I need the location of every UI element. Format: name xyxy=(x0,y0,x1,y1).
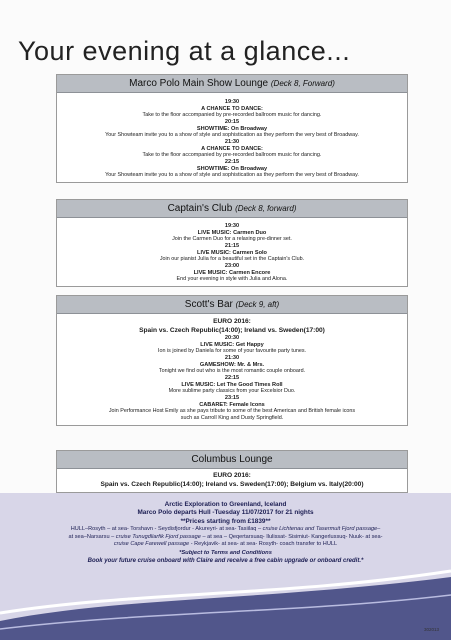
event xyxy=(61,375,403,395)
event xyxy=(61,119,403,139)
route-text: - Reykjavik- at sea- at sea- Rosyth- coach transfer to HULL xyxy=(190,541,338,548)
event-title: LIVE MUSIC: Carmen Duo xyxy=(197,229,267,236)
section-captains-club xyxy=(56,199,408,287)
promo-panel xyxy=(0,493,451,640)
event-description: End your evening in style with Julia and Alona. xyxy=(176,276,288,283)
event xyxy=(61,139,403,159)
event-description: Join our pianist Julia for a beautiful set in the Captain's Club. xyxy=(159,256,305,263)
event-title: LIVE MUSIC: Carmen Encore xyxy=(193,269,271,276)
euro-title: EURO 2016: xyxy=(213,318,251,325)
event-time: 22:15 xyxy=(224,158,240,165)
promo-prices: **Prices starting from £1839** xyxy=(180,517,271,525)
promo-terms: *Subject to Terms and Conditions xyxy=(179,550,272,556)
promo-route-line xyxy=(0,541,451,549)
event-description: Take to the floor accompanied by pre-recorded ballroom music for dancing. xyxy=(142,152,322,159)
route-text: – xyxy=(377,526,381,533)
event-title: LIVE MUSIC: Carmen Solo xyxy=(197,249,267,256)
event xyxy=(61,263,403,283)
event-title: A CHANCE TO DANCE: xyxy=(201,105,263,112)
event-title: GAMESHOW: Mr. & Mrs. xyxy=(199,361,265,368)
event-time: 21:30 xyxy=(224,355,240,362)
route-text-italic: cruise Cape Farewell passage xyxy=(113,541,190,548)
page-title: Your evening at a glance... xyxy=(18,36,351,66)
section-scotts-bar xyxy=(56,295,408,426)
event-description: Join Performance Host Emily as she pays tribute to some of the best American and British female icons xyxy=(108,408,356,415)
event xyxy=(61,395,403,422)
event-description: Take to the floor accompanied by pre-recorded ballroom music for dancing. xyxy=(142,112,322,119)
euro-title: EURO 2016: xyxy=(213,472,251,479)
event-time: 23:00 xyxy=(224,262,240,269)
event-title: LIVE MUSIC: Get Happy xyxy=(200,341,264,348)
route-text: at sea–Narsarsu – xyxy=(68,533,115,540)
venue-name: Captain's Club xyxy=(167,203,233,214)
event-time: 22:15 xyxy=(224,375,240,382)
event-time: 20:30 xyxy=(224,335,240,342)
section-header xyxy=(57,75,407,93)
event xyxy=(61,223,403,243)
event-description-continued: such as Carroll King and Dusty Springfield. xyxy=(180,415,284,422)
event-time: 21:30 xyxy=(224,138,240,145)
event-title: A CHANCE TO DANCE: xyxy=(201,145,263,152)
promo-departure: Marco Polo departs Hull -Tuesday 11/07/2017 for 21 nights xyxy=(137,509,314,517)
promo-booking-offer: Book your future cruise onboard with Claire and receive a free cabin upgrade or onboard credit.* xyxy=(87,558,364,564)
euro-fixtures: Spain vs. Czech Republic(14:00); Ireland vs. Sweden(17:00) xyxy=(139,326,325,334)
promo-title: Arctic Exploration to Greenland, Iceland xyxy=(164,501,287,508)
event xyxy=(61,335,403,355)
venue-deck: (Deck 8, forward) xyxy=(235,204,297,213)
venue-name: Columbus Lounge xyxy=(191,454,273,465)
venue-deck: (Deck 8, Forward) xyxy=(270,79,335,88)
event-description: Join the Carmen Duo for a relaxing pre-dinner set. xyxy=(172,236,292,243)
event-title: SHOWTIME: On Broadway xyxy=(196,125,268,132)
section-header xyxy=(57,200,407,218)
event-time: 23:15 xyxy=(224,395,240,402)
event-time: 20:15 xyxy=(224,118,240,125)
event-description: Your Showteam invite you to a show of style and sophistication as they perform the very best of Broadway. xyxy=(105,172,359,179)
section-columbus-lounge xyxy=(56,450,408,493)
venue-name: Scott's Bar xyxy=(184,299,233,310)
event-description: Tonight we find out who is the most romantic couple onboard. xyxy=(158,368,306,375)
event xyxy=(61,243,403,263)
venue-deck: (Deck 9, aft) xyxy=(235,300,280,309)
route-text-italic: cruise Tunugdliarfik Fjord passage xyxy=(115,533,201,540)
section-header xyxy=(57,451,407,469)
euro-fixtures: Spain vs. Czech Republic(14:00); Ireland vs. Sweden(17:00); Belgium vs. Italy(20:00) xyxy=(100,480,364,488)
event-description: More sublime party classics from your Excelsior Duo. xyxy=(168,388,296,395)
section-marco-polo xyxy=(56,74,408,183)
event-time: 19:30 xyxy=(224,99,240,105)
event-description: Ion is joined by Daniela for some of your favourite party tunes. xyxy=(157,348,307,355)
event xyxy=(61,159,403,179)
event-title: SHOWTIME: On Broadway xyxy=(196,165,268,172)
event-description: Your Showteam invite you to a show of style and sophistication as they perform the very best of Broadway. xyxy=(105,132,359,139)
page-code: 302013 xyxy=(423,627,439,632)
event-time: 19:30 xyxy=(224,223,240,229)
event xyxy=(61,99,403,119)
event-title: CABARET: Female Icons xyxy=(199,401,265,408)
event xyxy=(61,355,403,375)
route-text-italic: cruise Lichtenau and Tasermuit Fjord passage xyxy=(262,526,378,533)
route-text: – at sea – Qeqertarsuaq- Ilulissat- Sisimiut- Kangerlussuq- Nuuk- at sea- xyxy=(202,533,383,540)
venue-name: Marco Polo Main Show Lounge xyxy=(129,78,269,89)
promo-route-line xyxy=(0,526,451,534)
event-title: LIVE MUSIC: Let The Good Times Roll xyxy=(181,381,283,388)
promo-route-line xyxy=(0,534,451,542)
event-time: 21:15 xyxy=(224,242,240,249)
route-text: HULL–Rosyth – at sea- Torshavn - Seydisfjordur - Akureyri- at sea- Tasiilaq – xyxy=(70,526,262,533)
section-header xyxy=(57,296,407,314)
